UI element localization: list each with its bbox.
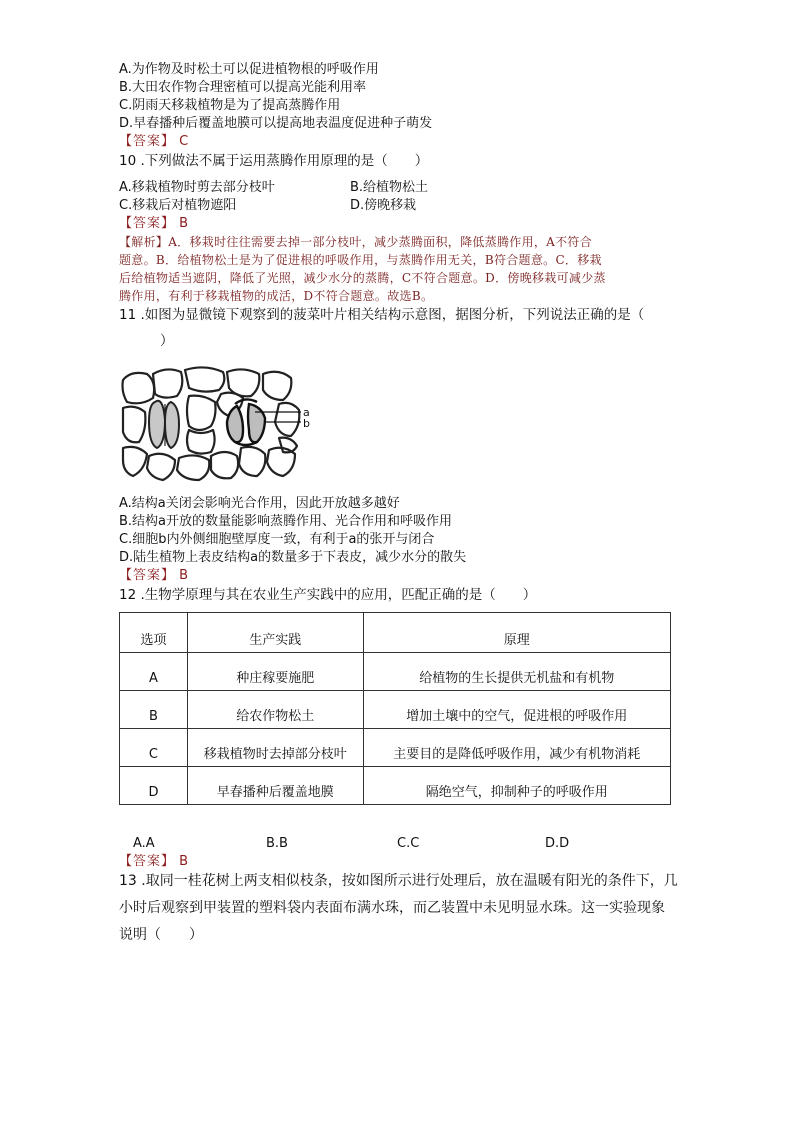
stomata-figure [119,360,319,485]
q11-stem-line-1: 11 .如图为显微镜下观察到的菠菜叶片相关结构示意图，据图分析，下列说法正确的是（ [119,307,645,323]
answer-value: B [179,568,189,583]
table-cell: C [120,729,188,767]
answer-tag: 【答案】 [119,134,176,149]
table-cell: D [120,767,188,805]
label-a: a [303,406,310,419]
answer-value: C [179,134,189,149]
q11-stem-line-2: ） [160,333,174,349]
q12-choice-a: A.A [133,836,155,851]
answer-tag: 【答案】 [119,216,176,231]
table-header-cell: 选项 [120,613,188,653]
q9-option-d: D.早春播种后覆盖地膜可以提高地表温度促进种子萌发 [119,116,433,131]
table-cell: 移栽植物时去掉部分枝叶 [187,729,363,767]
answer-value: B [179,216,189,231]
q9-answer [119,133,188,151]
table-header-row [120,613,671,653]
q13-stem-line-2: 小时后观察到甲装置的塑料袋内表面布满水珠，而乙装置中未见明显水珠。这一实验现象 [119,900,665,916]
q12-choice-b: B.B [266,836,288,851]
table-cell: 种庄稼要施肥 [187,653,363,691]
table-cell: B [120,691,188,729]
q10-option-b: B.给植物松土 [350,180,429,195]
q11-option-b: B.结构a开放的数量能影响蒸腾作用、光合作用和呼吸作用 [119,514,453,529]
q10-explanation-line-3: 后给植物适当遮阴，降低了光照，减少水分的蒸腾，C不符合题意。D．傍晚移栽可减少蒸 [119,271,606,285]
q11-option-c: C.细胞b内外侧细胞壁厚度一致，有利于a的张开与闭合 [119,532,435,547]
q10-explanation-line-2: 题意。B．给植物松土是为了促进根的呼吸作用，与蒸腾作用无关，B符合题意。C．移栽 [119,253,602,267]
q12-answer [119,853,188,871]
answer-tag: 【答案】 [119,854,176,869]
q10-explanation-line-4: 腾作用，有利于移栽植物的成活，D不符合题意。故选B。 [119,289,434,303]
leaf-epidermis-diagram [119,360,319,485]
q10-option-a: A.移栽植物时剪去部分枝叶 [119,180,275,195]
q9-option-c: C.阴雨天移栽植物是为了提高蒸腾作用 [119,98,341,113]
table-cell: 给植物的生长提供无机盐和有机物 [363,653,670,691]
q12-choice-c: C.C [397,836,420,851]
label-b: b [303,417,310,430]
table-cell: 隔绝空气，抑制种子的呼吸作用 [363,767,670,805]
q10-option-d: D.傍晚移栽 [350,198,417,213]
table-cell: A [120,653,188,691]
q10-stem: 10 .下列做法不属于运用蒸腾作用原理的是（ ） [119,153,429,169]
q12-choice-d: D.D [545,836,570,851]
table-cell: 给农作物松土 [187,691,363,729]
table-cell: 主要目的是降低呼吸作用，减少有机物消耗 [363,729,670,767]
q10-option-c: C.移栽后对植物遮阳 [119,198,237,213]
table-header-cell: 生产实践 [187,613,363,653]
q12-stem: 12 .生物学原理与其在农业生产实践中的应用，匹配正确的是（ ） [119,587,537,603]
q11-option-a: A.结构a关闭会影响光合作用，因此开放越多越好 [119,496,400,511]
answer-value: B [179,854,189,869]
table-row [120,653,671,691]
table-cell: 早春播种后覆盖地膜 [187,767,363,805]
table-row [120,691,671,729]
table-row [120,767,671,805]
q9-option-a: A.为作物及时松土可以促进植物根的呼吸作用 [119,62,379,77]
answer-tag: 【答案】 [119,568,176,583]
q11-option-d: D.陆生植物上表皮结构a的数量多于下表皮，减少水分的散失 [119,550,467,565]
q9-option-b: B.大田农作物合理密植可以提高光能利用率 [119,80,367,95]
table-header-cell: 原理 [363,613,670,653]
table-cell: 增加土壤中的空气，促进根的呼吸作用 [363,691,670,729]
table-row [120,729,671,767]
q13-stem-line-3: 说明（ ） [119,927,203,943]
q11-answer [119,567,188,585]
principle-practice-table [119,612,671,805]
q10-explanation-line-1: 【解析】A．移栽时往往需要去掉一部分枝叶，减少蒸腾面积，降低蒸腾作用，A不符合 [119,235,593,249]
q10-answer [119,215,188,233]
q13-stem-line-1: 13 .取同一桂花树上两支相似枝条，按如图所示进行处理后，放在温暖有阳光的条件下，几 [119,873,678,889]
